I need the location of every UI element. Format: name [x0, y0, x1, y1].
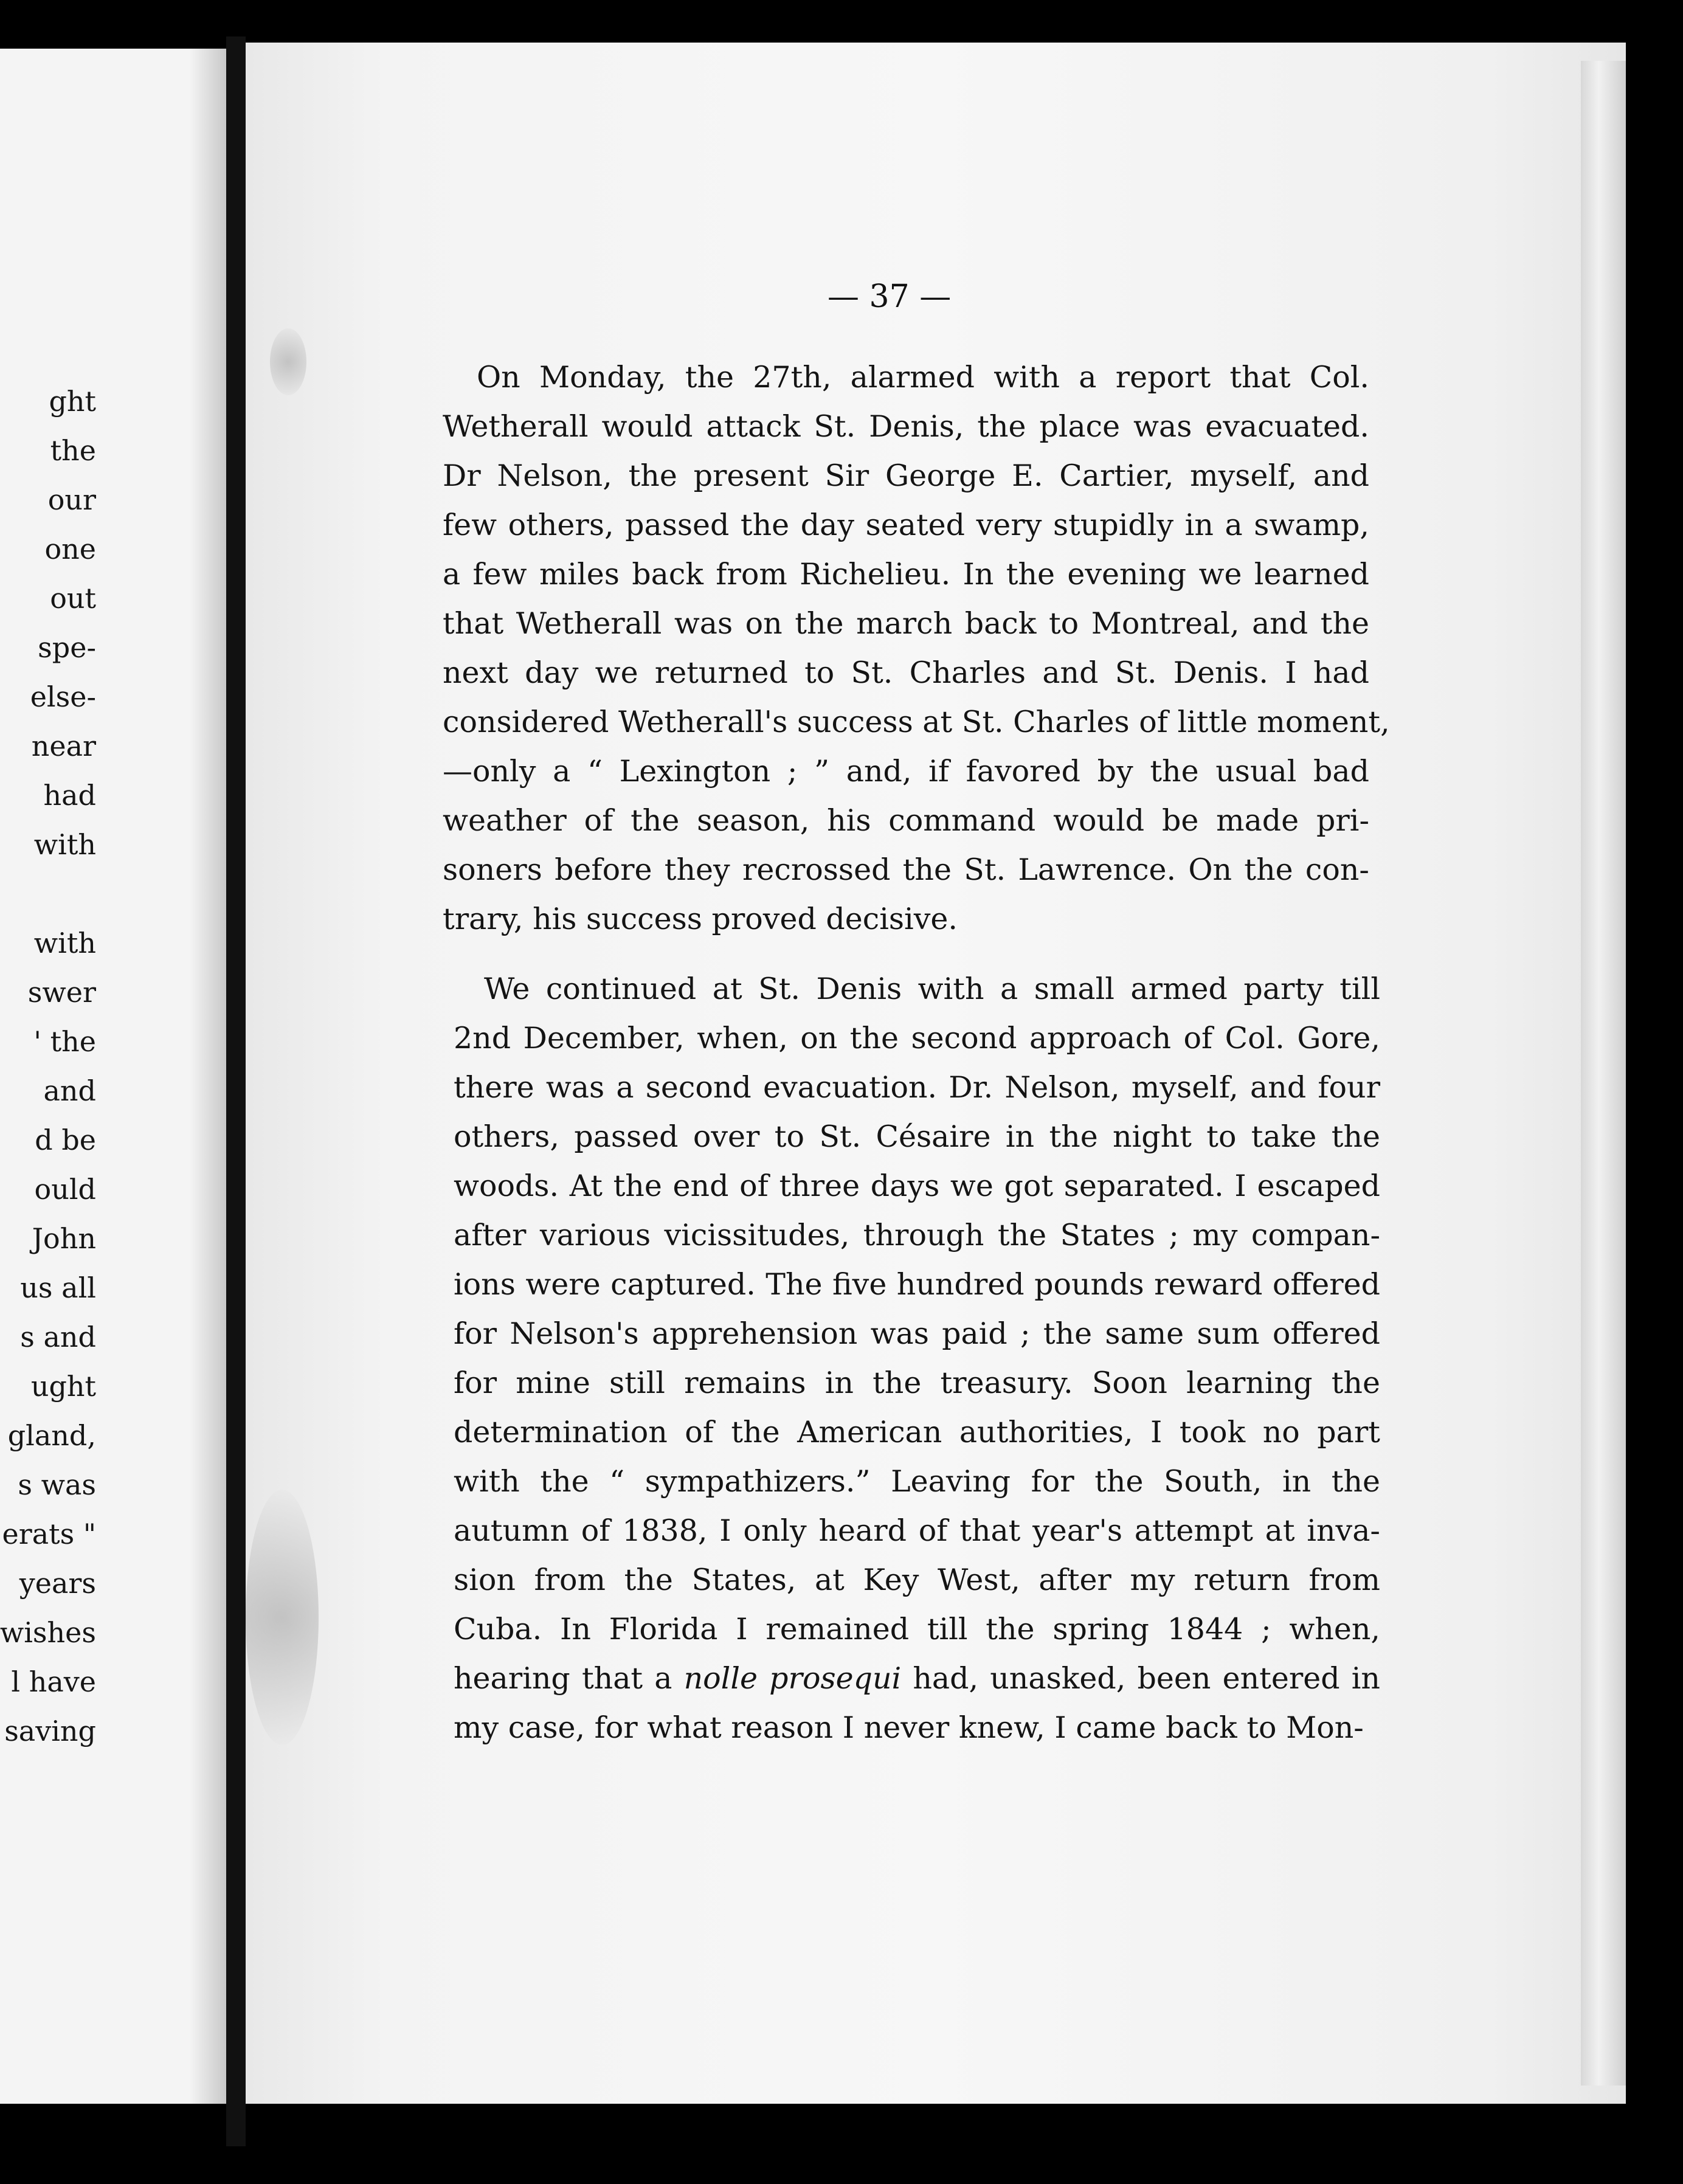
- ink-spot: [270, 328, 306, 395]
- text-line: next day we returned to St. Charles and St. Denis. I had: [443, 655, 1369, 690]
- previous-page-line: erats ": [2, 1518, 96, 1550]
- text-line: woods. At the end of three days we got separated. I escaped: [454, 1169, 1380, 1203]
- text-line: [454, 1654, 1380, 1703]
- text-line: weather of the season, his command would be made pri-: [443, 803, 1369, 838]
- previous-page-line: us all: [20, 1271, 96, 1304]
- text-line: soners before they recrossed the St. Lawrence. On the con-: [443, 852, 1369, 887]
- text-line: ions were captured. The five hundred pounds reward offered: [454, 1267, 1380, 1302]
- text-line: there was a second evacuation. Dr. Nelson, myself, and four: [454, 1070, 1380, 1105]
- italic-phrase: nolle prosequi: [683, 1661, 902, 1696]
- text-line: sion from the States, at Key West, after my return from: [454, 1563, 1380, 1597]
- text-line: with the “ sympathizers.” Leaving for the South, in the: [454, 1464, 1380, 1499]
- previous-page-line: near: [31, 730, 96, 762]
- text-line: my case, for what reason I never knew, I came back to Mon-: [454, 1710, 1364, 1745]
- text-line: Wetherall would attack St. Denis, the place was evacuated.: [443, 409, 1369, 444]
- previous-page-line: else-: [30, 680, 96, 713]
- previous-page-line: ' the: [33, 1025, 96, 1058]
- previous-page-line: ould: [34, 1173, 96, 1206]
- text-line: On Monday, the 27th, alarmed with a report that Col.: [477, 360, 1369, 395]
- previous-page-line: with: [33, 828, 96, 861]
- text-line: trary, his success proved decisive.: [443, 902, 958, 936]
- previous-page-line: l have: [11, 1665, 96, 1698]
- previous-page-line: saving: [4, 1715, 96, 1747]
- previous-page-line: had: [43, 779, 96, 812]
- text-span: hearing that a: [454, 1661, 684, 1696]
- text-line: few others, passed the day seated very stupidly in a swamp,: [443, 508, 1369, 542]
- previous-page-line: s was: [18, 1468, 96, 1501]
- previous-page-line: out: [50, 582, 96, 615]
- text-line: for mine still remains in the treasury. Soon learning the: [454, 1366, 1380, 1400]
- page-number: — 37 —: [828, 278, 952, 315]
- text-line: Cuba. In Florida I remained till the spring 1844 ; when,: [454, 1612, 1380, 1647]
- previous-page-line: our: [47, 483, 96, 516]
- page-shadow: [190, 49, 226, 2104]
- paragraph-1: [443, 353, 1390, 944]
- previous-page-line: the: [50, 434, 96, 467]
- previous-page-line: s and: [20, 1321, 96, 1353]
- previous-page-text: [0, 377, 96, 1756]
- text-line: considered Wetherall's success at St. Charles of little moment,: [443, 705, 1390, 739]
- ink-spot: [246, 1490, 319, 1745]
- text-line: We continued at St. Denis with a small armed party till: [484, 972, 1380, 1006]
- previous-page-line: one: [44, 533, 96, 565]
- text-line: after various vicissitudes, through the States ; my compan-: [454, 1218, 1380, 1253]
- text-line: others, passed over to St. Césaire in the night to take the: [454, 1119, 1380, 1154]
- previous-page-line: and: [43, 1074, 96, 1107]
- previous-page-line: wishes: [0, 1616, 96, 1649]
- paragraph-2: [454, 964, 1380, 1752]
- text-line: that Wetherall was on the march back to Montreal, and the: [443, 606, 1369, 641]
- text-line: autumn of 1838, I only heard of that year's attempt at inva-: [454, 1513, 1380, 1548]
- page-edge: [1581, 61, 1626, 2086]
- book-gutter: [226, 36, 246, 2146]
- previous-page-line: gland,: [7, 1419, 96, 1452]
- text-line: determination of the American authorities, I took no part: [454, 1415, 1380, 1450]
- previous-page-line: [0, 869, 96, 919]
- text-line: for Nelson's apprehension was paid ; the same sum offered: [454, 1316, 1380, 1351]
- text-span: had, unasked, been entered in: [901, 1661, 1380, 1696]
- text-line: —only a “ Lexington ; ” and, if favored by the usual bad: [443, 754, 1369, 789]
- previous-page-line: d be: [35, 1124, 96, 1156]
- previous-page-fragment: [0, 49, 226, 2104]
- previous-page-line: swer: [27, 976, 96, 1009]
- previous-page-line: with: [33, 927, 96, 959]
- text-line: 2nd December, when, on the second approach of Col. Gore,: [454, 1021, 1380, 1056]
- previous-page-line: spe-: [38, 631, 96, 664]
- previous-page-line: years: [19, 1567, 96, 1600]
- previous-page-line: ght: [49, 385, 96, 418]
- previous-page-line: John: [32, 1222, 96, 1255]
- text-line: a few miles back from Richelieu. In the evening we learned: [443, 557, 1369, 592]
- text-line: Dr Nelson, the present Sir George E. Cartier, myself, and: [443, 458, 1369, 493]
- previous-page-line: ught: [30, 1370, 96, 1403]
